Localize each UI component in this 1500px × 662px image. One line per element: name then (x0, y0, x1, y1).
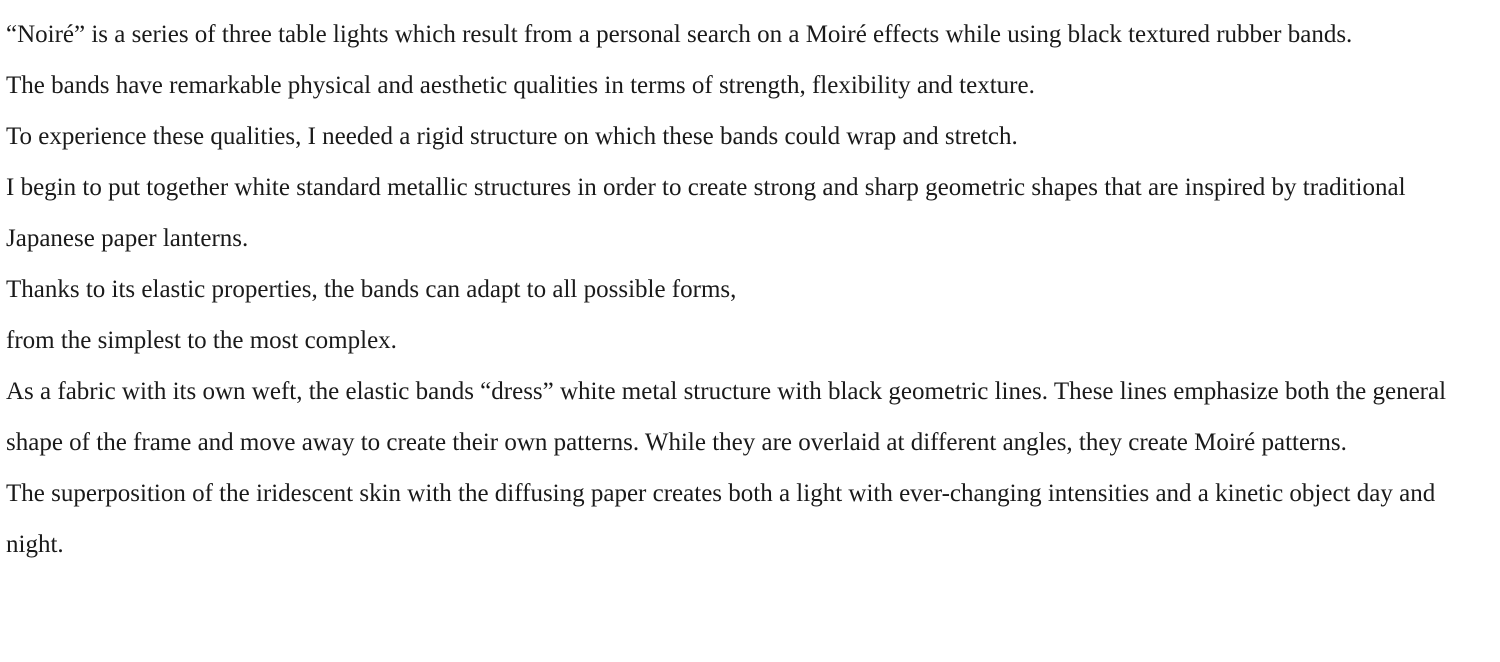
paragraph-elastic-properties: Thanks to its elastic properties, the bands can adapt to all possible forms, (6, 276, 737, 303)
paragraph-simplest-complex: from the simplest to the most complex. (6, 327, 397, 354)
paragraph-rigid-structure: To experience these qualities, I needed a rigid structure on which these bands could wrap and stretch. (6, 123, 1018, 150)
paragraph-metallic-structures: I begin to put together white standard metallic structures in order to create strong and sharp geometric shapes that are inspired by traditional Japanese paper lanterns. (6, 174, 1406, 252)
paragraph-band-qualities: The bands have remarkable physical and aesthetic qualities in terms of strength, flexibility and texture. (6, 72, 1035, 99)
paragraph-fabric-weft: As a fabric with its own weft, the elastic bands “dress” white metal structure with black geometric lines. These lines emphasize both the general shape of the frame and move away to create their own patterns. While they are overlaid at different angles, they create Moiré patterns. (6, 378, 1447, 456)
paragraph-intro: “Noiré” is a series of three table lights which result from a personal search on a Moiré effects while using black textured rubber bands. (6, 21, 1353, 48)
paragraph-superposition: The superposition of the iridescent skin with the diffusing paper creates both a light with ever-changing intensities and a kinetic object day and night. (6, 480, 1436, 558)
